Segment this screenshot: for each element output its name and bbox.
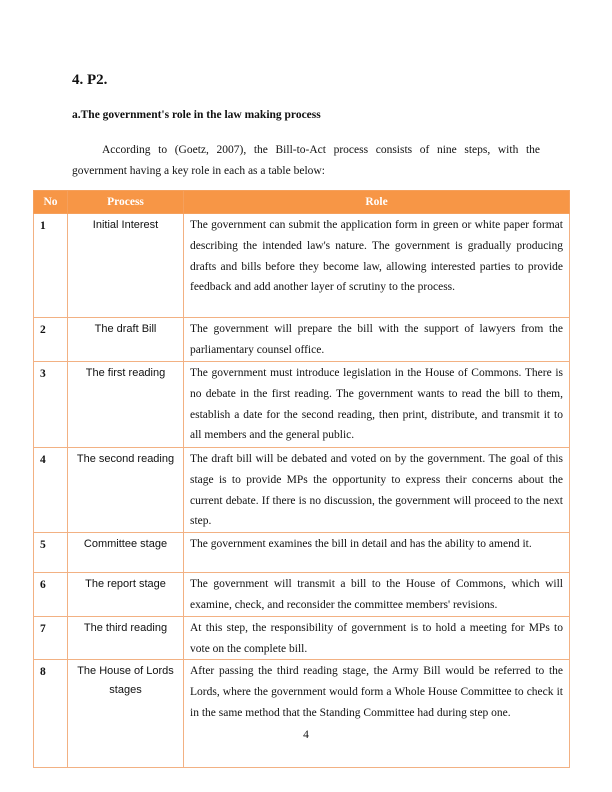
row-process: The first reading — [68, 362, 184, 448]
row-process: The draft Bill — [68, 318, 184, 362]
row-process: The report stage — [68, 573, 184, 617]
row-number: 7 — [34, 616, 68, 660]
header-role: Role — [184, 191, 570, 214]
subsection-heading: a.The government's role in the law making process — [72, 109, 321, 121]
row-role: The government will transmit a bill to the House of Commons, which will examine, check, and reconsider the committee members' revisions. — [184, 573, 570, 617]
row-role: The government must introduce legislation in the House of Commons. There is no debate in the first reading. The government wants to read the bill to them, establish a date for the second reading, then print, distribute, and transmit it to all members and the general public. — [184, 362, 570, 448]
row-number: 4 — [34, 448, 68, 533]
row-role: At this step, the responsibility of government is to hold a meeting for MPs to vote on the complete bill. — [184, 616, 570, 660]
table-row — [34, 616, 570, 660]
table-header-row — [34, 191, 570, 214]
law-making-table — [33, 190, 569, 768]
row-role: The government examines the bill in detail and has the ability to amend it. — [184, 533, 570, 573]
row-process: The third reading — [68, 616, 184, 660]
row-process: Initial Interest — [68, 214, 184, 318]
header-no: No — [34, 191, 68, 214]
table-row — [34, 448, 570, 533]
table-row — [34, 362, 570, 448]
row-role: After passing the third reading stage, the Army Bill would be referred to the Lords, where the government would form a Whole House Committee to check it in the same method that the Standing Committee had during step one. — [184, 660, 570, 768]
row-number: 1 — [34, 214, 68, 318]
row-number: 3 — [34, 362, 68, 448]
row-role: The draft bill will be debated and voted on by the government. The goal of this stage is to provide MPs the opportunity to express their concerns about the current debate. If there is no discussion, the government will proceed to the next step. — [184, 448, 570, 533]
section-heading: 4. P2. — [72, 72, 108, 88]
page-number: 4 — [303, 729, 309, 741]
row-number: 6 — [34, 573, 68, 617]
row-process: The House of Lords stages — [68, 660, 184, 768]
table-row — [34, 533, 570, 573]
row-number: 5 — [34, 533, 68, 573]
header-process: Process — [68, 191, 184, 214]
table-row — [34, 214, 570, 318]
row-number: 8 — [34, 660, 68, 768]
row-role: The government will prepare the bill with the support of lawyers from the parliamentary counsel office. — [184, 318, 570, 362]
row-process: The second reading — [68, 448, 184, 533]
intro-paragraph: According to (Goetz, 2007), the Bill-to-Act process consists of nine steps, with the government having a key role in each as a table below: — [72, 144, 540, 177]
row-role: The government can submit the application form in green or white paper format describing the intended law's nature. The government is gradually producing drafts and bills before they become law, allowing interested parties to provide feedback and add another layer of scrutiny to the process. — [184, 214, 570, 318]
table-row — [34, 573, 570, 617]
row-number: 2 — [34, 318, 68, 362]
table-row — [34, 660, 570, 768]
table-row — [34, 318, 570, 362]
row-process: Committee stage — [68, 533, 184, 573]
